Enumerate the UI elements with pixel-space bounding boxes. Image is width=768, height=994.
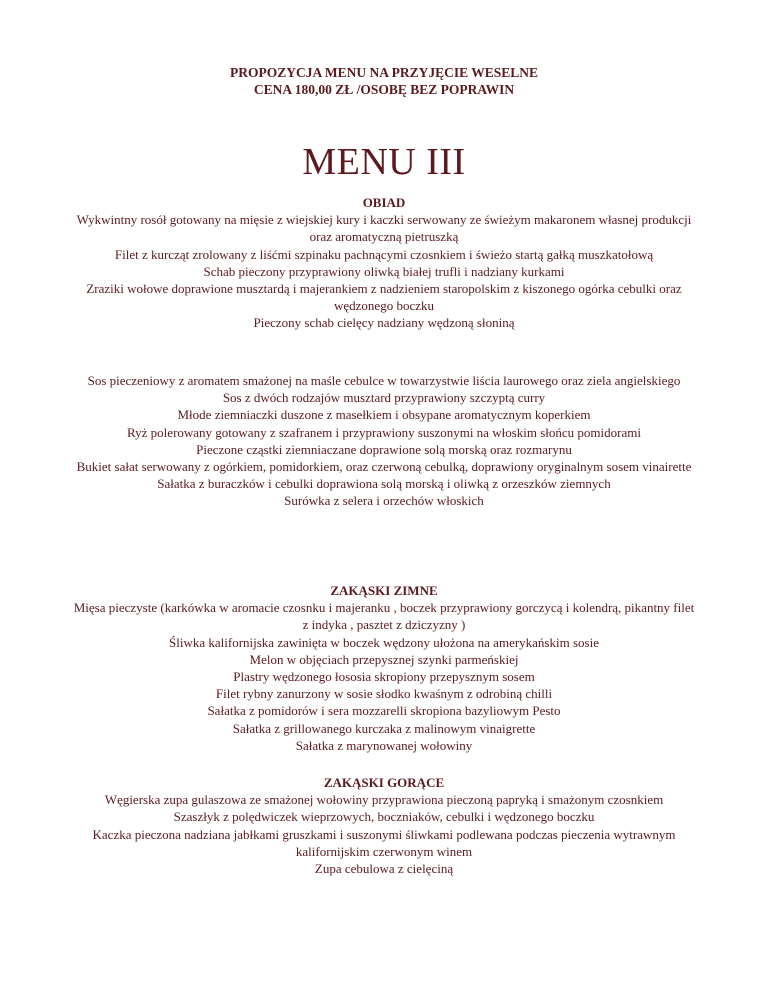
menu-item: Sałatka z buraczków i cebulki doprawiona solą morską i oliwką z orzeszków ziemnych: [157, 476, 611, 492]
menu-item: Zupa cebulowa z cielęciną: [314, 861, 454, 877]
menu-item: Śliwka kalifornijska zawinięta w boczek wędzony ułożona na amerykańskim sosie: [169, 634, 599, 650]
menu-item: Surówka z selera i orzechów włoskich: [284, 493, 484, 509]
menu-item: Sałatka z grillowanego kurczaka z malinowym vinaigrette: [232, 720, 536, 736]
menu-item: Węgierska zupa gulaszowa ze smażonej wołowiny przyprawiona pieczoną papryką i smażonym czosnkiem: [104, 792, 664, 808]
section-zakaski-gorace: [70, 774, 698, 877]
menu-item: Plastry wędzonego łososia skropiony przepysznym sosem: [233, 669, 535, 685]
menu-item: Sałatka z pomidorów i sera mozzarelli skropiona bazyliowym Pesto: [207, 703, 561, 719]
menu-header: [0, 64, 768, 98]
header-line-2: CENA 180,00 ZŁ /OSOBĘ BEZ POPRAWIN: [253, 82, 515, 97]
menu-item: Młode ziemniaczki duszone z masełkiem i obsypane aromatycznym koperkiem: [177, 407, 591, 423]
menu-item: Wykwintny rosół gotowany na mięsie z wiejskiej kury i kaczki serwowany ze świeżym makaronem własnej produkcji oraz aromatyczną pietruszką: [76, 212, 692, 245]
menu-title: MENU III: [302, 141, 466, 183]
menu-item: Mięsa pieczyste (karkówka w aromacie czosnku i majeranku , boczek przyprawiony gorczycą i kolendrą, pikantny filet z indyka , pasztet z dziczyzny ): [73, 600, 695, 633]
menu-item: Szaszłyk z polędwiczek wieprzowych, boczniaków, cebulki i wędzonego boczku: [173, 809, 595, 825]
menu-item: Ryż polerowany gotowany z szafranem i przyprawiony suszonymi na włoskim słońcu pomidorami: [127, 424, 641, 440]
section-zakaski-zimne: [70, 582, 698, 754]
menu-item: Schab pieczony przyprawiony oliwką białej trufli i nadziany kurkami: [203, 263, 565, 279]
header-line-1: PROPOZYCJA MENU NA PRZYJĘCIE WESELNE: [229, 65, 539, 80]
menu-item: Filet z kurcząt zrolowany z liśćmi szpinaku pachnącymi czosnkiem i świeżo startą gałką muszkatołową: [114, 246, 654, 262]
menu-item: Sałatka z marynowanej wołowiny: [295, 737, 473, 753]
menu-item: Melon w objęciach przepysznej szynki parmeńskiej: [249, 651, 519, 667]
section-heading-zakaski-zimne: ZAKĄSKI ZIMNE: [330, 583, 438, 598]
section-obiad: [70, 194, 698, 332]
menu-item: Filet rybny zanurzony w sosie słodko kwaśnym z odrobiną chilli: [215, 686, 553, 702]
menu-item: Zraziki wołowe doprawione musztardą i majerankiem z nadzieniem staropolskim z kiszonego ogórka cebulki oraz wędzonego boczku: [86, 281, 682, 314]
menu-item: Kaczka pieczona nadziana jabłkami gruszkami i suszonymi śliwkami podlewana podczas pieczenia wytrawnym kalifornijskim czerwonym winem: [92, 826, 676, 859]
menu-item: Bukiet sałat serwowany z ogórkiem, pomidorkiem, oraz czerwoną cebulką, doprawiony oryginalnym sosem vinairette: [76, 459, 692, 475]
section-dodatki: [70, 372, 698, 510]
menu-item: Sos pieczeniowy z aromatem smażonej na maśle cebulce w towarzystwie liścia laurowego oraz ziela angielskiego: [87, 373, 681, 388]
section-heading-zakaski-gorace: ZAKĄSKI GORĄCE: [323, 775, 445, 790]
section-heading-obiad: OBIAD: [362, 195, 406, 210]
menu-item: Pieczony schab cielęcy nadziany wędzoną słoniną: [253, 315, 515, 331]
menu-item: Sos z dwóch rodzajów musztard przyprawiony szczyptą curry: [222, 390, 546, 406]
menu-item: Pieczone cząstki ziemniaczane doprawione solą morską oraz rozmarynu: [196, 441, 572, 457]
